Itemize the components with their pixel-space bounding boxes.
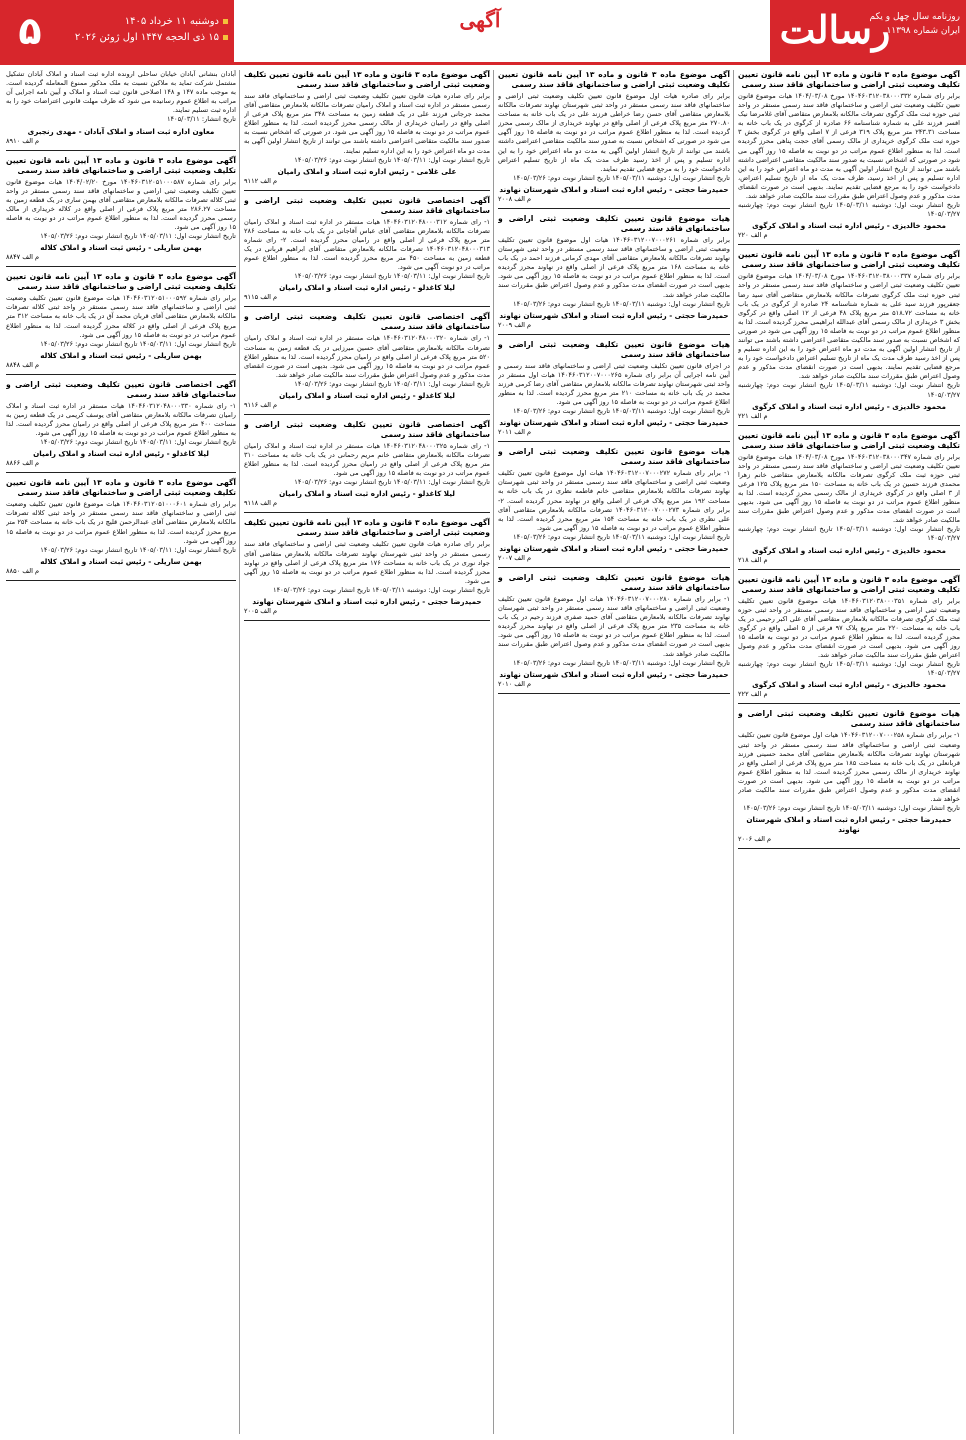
notice-code: م الف ۲۰۰۶ — [738, 835, 772, 844]
notice — [244, 196, 490, 308]
notice-code: م الف ۸۸۴۸ — [6, 360, 40, 369]
notice — [6, 380, 236, 473]
notice — [6, 156, 236, 268]
notice-body: آبادان بنشانی آبادان خیابان ساحلی ارونده اداره ثبت اسناد و املاک آبادان تشکیل مشتمل شرکت تماید به ملاکین نسبت به ملک مذکور ممنوع المعامله گردیده است. به موجب ماده ۱۴۷ و ۱۴۸ اصلاحی قانون ثبت اسناد و املاک و آیین نامه اجرایی آن مراتب به اطلاع عموم رسانیده می شود که ظرف مهلت قانونی اعتراضات خود را به اداره ثبت تسلیم نمایند. — [6, 70, 236, 115]
notice — [244, 518, 490, 621]
notice-dates: تاریخ انتشار: ۱۴۰۵/۰۳/۱۱ — [166, 115, 236, 124]
notice — [6, 478, 236, 581]
notice-signature: حمیدرضا حجتی - رئیس اداره ثبت اسناد و املاک شهرستان نهاوند — [499, 544, 729, 553]
notice-body: برابر رای شماره ۱۴۰۴۶۰۳۱۲۰۳۸۰۰۰۳۴۷ مورخ ۱۴۰۴/۰۳/۰۸ هیات موضوع قانون تعیین تکلیف وضعیت ثبتی اراضی و ساختمانهای فاقد سند رسمی مستقر در واحد ثبتی حوزه ثبت ملک کرگوی تصرفات مالکانه بلامعارض متقاضی خانم زهرا محمدی فرزند حسین در یک باب خانه به مساحت ۱۵۰ متر مربع پلاک ۱۲۵ فرعی از ۳ اصلی واقع در کرگوی خریداری از مالک رسمی محرز گردیده است. لذا به منظور اطلاع عموم مراتب در دو نوبت به فاصله ۱۵ روز آگهی می شود. بدیهی است در صورت انقضای مدت مذکور و عدم وصول اعتراض طبق مقررات سند مالکیت صادر خواهد شد. — [738, 452, 960, 525]
notice-dates: تاریخ انتشار نوبت اول: دوشنبه ۱۴۰۵/۰۳/۱۱ تاریخ انتشار نوبت دوم: چهارشنبه ۱۴۰۵/۰۳/۲۷ — [738, 201, 960, 219]
bullet-icon — [223, 19, 228, 24]
notice-signature: محمود خالدیزی - رئیس اداره ثبت اسناد و املاک کرگوی — [752, 545, 946, 555]
notice-code: م الف ۲۲۱ — [738, 411, 768, 420]
notice-code: م الف ۹۱۱۶ — [244, 400, 278, 409]
notice-dates: تاریخ انتشار نوبت اول: دوشنبه ۱۴۰۵/۰۳/۱۱ تاریخ انتشار نوبت دوم: ۱۴۰۵/۰۳/۲۶ — [513, 299, 730, 308]
notice-signature: لیلا کاغذلو - رئیس اداره ثبت اسناد و املاک رامیان — [279, 390, 455, 400]
notice — [498, 573, 730, 694]
notice-body: ۱- برابر رای شماره ۱۴۰۴۶۰۳۱۲۰۰۷۰۰۰۲۸۰ هیات اول موضوع قانون تعیین تکلیف وضعیت ثبتی اراضی و ساختمانهای فاقد سند رسمی مستقر در واحد ثبتی شهرستان نهاوند تصرفات مالکانه بلامعارض متقاضی آقای حمید صفری فرزند رحیم در یک باب خانه به مساحت ۲۳۵ متر مربع پلاک فرعی از اصلی واقع در نهاوند محرز گردیده است. لذا به منظور اطلاع عموم مراتب در دو نوبت به فاصله ۱۵ روز آگهی می شود. بدیهی است در صورت انقضای مدت مذکور و عدم وصول اعتراض طبق مقررات سند مالکیت صادر خواهد شد. — [498, 595, 730, 658]
notice-body: برابر رای شماره ۱۴۰۴۶۰۳۱۲۰۰۷۰۰۰۲۶۱ هیات اول موضوع قانون تعیین تکلیف وضعیت ثبتی اراضی و ساختمانهای فاقد سند رسمی مستقر در واحد ثبتی شهرستان نهاوند تصرفات مالکانه بلامعارض متقاضی آقای مهدی کرمانی فرزند احمد در یک باب خانه به مساحت ۱۶۸ متر مربع پلاک فرعی از اصلی واقع در نهاوند محرز گردیده است. لذا به منظور اطلاع عموم مراتب در دو نوبت به فاصله ۱۵ روز آگهی می شود. بدیهی است در صورت انقضای مدت مذکور و عدم وصول اعتراض طبق مقررات سند مالکیت صادر خواهد شد. — [498, 235, 730, 299]
notice-dates: تاریخ انتشار نوبت اول: ۱۴۰۵/۰۳/۱۱ تاریخ انتشار نوبت دوم: ۱۴۰۵/۰۳/۲۶ — [40, 339, 236, 348]
notice-signature: محمود خالدیزی - رئیس اداره ثبت اسناد و املاک کرگوی — [752, 680, 946, 690]
notice-body: ۱- برابر رای شماره ۱۴۰۴۶۰۳۱۲۰۰۷۰۰۰۲۵۸ هیات اول موضوع قانون تعیین تکلیف وضعیت ثبتی اراضی و ساختمانهای فاقد سند رسمی مستقر در واحد ثبتی شهرستان نهاوند تصرفات مالکانه بلامعارض متقاضی آقای محمد حسینی فرزند قربانعلی در یک باب خانه به مساحت ۱۸۵ متر مربع پلاک فرعی از اصلی واقع در نهاوند خریداری از مالک رسمی محرز گردیده است. لذا به منظور اطلاع عموم مراتب در دو نوبت به فاصله ۱۵ روز آگهی می شود. بدیهی است در صورت انقضای مدت مذکور و عدم وصول اعتراض طبق مقررات سند مالکیت صادر خواهد شد. — [738, 731, 960, 804]
notice-title: آگهی موضوع ماده ۳ قانون و ماده ۱۳ آیین نامه قانون تعیین تکلیف وضعیت ثبتی اراضی و ساختمانهای فاقد سند رسمی — [6, 272, 236, 292]
notice — [738, 70, 960, 245]
notice-title: هیات موضوع قانون تعیین تکلیف وضعیت ثبتی اراضی و ساختمانهای فاقد سند رسمی — [498, 213, 730, 233]
notice-title: آگهی موضوع ماده ۳ قانون و ماده ۱۳ آیین نامه قانون تعیین تکلیف وضعیت ثبتی اراضی و ساختمانهای فاقد سند رسمی — [738, 574, 960, 594]
newspaper-logo: رسالت — [779, 7, 891, 52]
notice-title: هیات موضوع قانون تعیین تکلیف وضعیت ثبتی اراضی و ساختمانهای فاقد سند رسمی — [498, 339, 730, 359]
notice-dates: تاریخ انتشار نوبت اول: ۱۴۰۵/۰۳/۱۱ تاریخ انتشار نوبت دوم: ۱۴۰۵/۰۳/۲۶ — [40, 438, 236, 447]
notice-dates: تاریخ انتشار نوبت اول: دوشنبه ۱۴۰۵/۰۳/۱۱ تاریخ انتشار نوبت دوم: ۱۴۰۵/۰۳/۲۶ — [513, 407, 730, 416]
notice — [498, 340, 730, 443]
column-3 — [244, 70, 490, 1434]
notice — [6, 70, 236, 151]
notice-body: ۱- رای شماره ۱۴۰۴۶۰۳۱۲۰۴۸۰۰۰۳۲۰ هیات مستقر در اداره ثبت اسناد و املاک رامیان تصرفات مالکانه بلامعارض متقاضی آقای حسین میرزایی در یک قطعه زمین به مساحت ۵۲۰ متر مربع پلاک فرعی از اصلی واقع در رامیان محرز گردیده است. لذا به منظور اطلاع عموم مراتب در دو نوبت به فاصله ۱۵ روز آگهی می شود. بدیهی است در صورت انقضای مدت مذکور و عدم وصول اعتراض طبق مقررات سند مالکیت صادر خواهد شد. — [244, 334, 490, 379]
notice-code: م الف ۲۰۰۸ — [498, 194, 532, 203]
notice-code: م الف ۲۲۲ — [738, 690, 768, 699]
notice-signature: حمیدرضا حجتی - رئیس اداره ثبت اسناد و املاک شهرستان نهاوند — [499, 669, 729, 679]
notice-signature: لیلا کاغذلو - رئیس اداره ثبت اسناد و املاک رامیان — [279, 283, 455, 293]
notice — [498, 447, 730, 568]
masthead — [0, 0, 966, 62]
notice-body: برابر رای صادره هیات قانون تعیین تکلیف وضعیت ثبتی اراضی و ساختمانهای فاقد سند رسمی مستقر در اداره ثبت اسناد و املاک رامیان تصرفات مالکانه بلامعارض متقاضی آقای محمد جرجانی فرزند علی در یک قطعه زمین به مساحت ۳۴۸ متر مربع پلاک فرعی از اصلی واقع در رامیان خریداری از مالک رسمی محرز گردیده است. لذا به منظور اطلاع عموم مراتب در دو نوبت به فاصله ۱۵ روز آگهی می شود. در صورتی که اشخاص نسبت به صدور سند مالکیت متقاضی اعتراضی داشته باشند می توانند از تاریخ انتشار اولین آگهی به مدت دو ماه اعتراض خود را به این اداره تسلیم نمایند. — [244, 92, 490, 155]
notice-body: برابر رای شماره ۱۴۰۴۶۰۳۱۲۰۳۸۰۰۰۳۳۲ مورخ ۱۴۰۴/۰۳/۰۸ هیات موضوع قانون تعیین تکلیف وضعیت ثبتی اراضی و ساختمانهای فاقد سند رسمی مستقر در واحد ثبتی حوزه ثبت ملک کرگوی تصرفات مالکانه بلامعارض متقاضی آقای غلامرضا نیک افسر فرزند علی به شماره شناسنامه ۶۶ صادره از کرگوی در یک باب خانه به مساحت ۲۴۳.۳۱ متر مربع پلاک ۳۱۹ فرعی از ۷ اصلی واقع در کرگوی بخش ۳ حوزه ثبت ملک کرگوی خریداری از مالک رسمی آقای حجت پناهی محرز گردیده است. لذا به منظور اطلاع عموم مراتب در دو نوبت به فاصله ۱۵ روز آگهی می شود در صورتی که اشخاص نسبت به صدور سند مالکیت متقاضی اعتراضی داشته باشند می توانند از تاریخ انتشار اولین آگهی به مدت دو ماه اعتراض خود را به این اداره تسلیم و پس از اخذ رسید، ظرف مدت یک ماه از تاریخ تسلیم اعتراض، دادخواست خود را به مرجع قضایی تقدیم نمایند. بدیهی است در صورت انقضای مدت مذکور و عدم وصول اعتراض طبق مقررات سند مالکیت صادر خواهد شد. — [738, 92, 960, 201]
notice-dates: تاریخ انتشار نوبت اول: ۱۴۰۵/۰۳/۱۱ تاریخ انتشار نوبت دوم: ۱۴۰۵/۰۳/۲۶ — [294, 379, 490, 388]
notice-body: ۱- رای شماره ۱۴۰۴۶۰۳۱۲۰۴۸۰۰۰۳۲۵ هیات مستقر در اداره ثبت اسناد و املاک رامیان تصرفات مالکانه بلامعارض متقاضی خانم مریم رحمانی در یک باب خانه به مساحت ۳۱۰ متر مربع پلاک فرعی از اصلی واقع در رامیان محرز گردیده است. لذا به منظور اطلاع عموم مراتب در دو نوبت به فاصله ۱۵ روز آگهی می شود. — [244, 441, 490, 478]
notice-title: هیات موضوع قانون تعیین تکلیف وضعیت ثبتی اراضی و ساختمانهای فاقد سند رسمی — [498, 573, 730, 592]
notice-code: م الف ۲۰۰۷ — [498, 554, 532, 562]
notice-title: آگهی موضوع ماده ۳ قانون و ماده ۱۳ آیین نامه قانون تعیین تکلیف وضعیت ثبتی اراضی و ساختمانهای فاقد سند رسمی — [6, 478, 236, 498]
notice-code: م الف ۲۰۱۰ — [498, 679, 532, 688]
column-divider — [493, 70, 494, 1434]
date-solar: دوشنبه ۱۱ خرداد ۱۴۰۵ — [124, 16, 219, 27]
notice-body: برابر رای شماره ۱۴۰۴۶۰۳۱۲۰۳۸۰۰۰۳۳۷ مورخ ۱۴۰۴/۰۳/۰۸ هیات موضوع قانون تعیین تکلیف وضعیت ثبتی اراضی و ساختمانهای فاقد سند رسمی مستقر در واحد ثبتی حوزه ثبت ملک کرگوی تصرفات مالکانه بلامعارض متقاضی آقای سید رضا جعفرپور فرزند سید علی به شماره شناسنامه ۲۴ صادره از کرگوی در یک باب خانه به مساحت ۵۱۸.۷۲ متر مربع پلاک ۴۸ فرعی از ۱۲ اصلی واقع در کرگوی بخش ۳ خریداری از مالک رسمی آقای عبدالله ابراهیمی محرز گردیده است. لذا به منظور اطلاع عموم مراتب در دو نوبت به فاصله ۱۵ روز آگهی می شود در صورتی که اشخاص نسبت به صدور سند مالکیت متقاضی اعتراضی داشته باشند می توانند از تاریخ انتشار اولین آگهی به مدت دو ماه اعتراض خود را به این اداره تسلیم و پس از اخذ رسید ظرف مدت یک ماه از تاریخ تسلیم اعتراض دادخواست خود را به مرجع قضایی تقدیم نمایند. بدیهی است در صورت انقضای مدت مذکور و عدم وصول اعتراض طبق مقررات سند مالکیت صادر خواهد شد. — [738, 272, 960, 381]
notice-title: آگهی اختصاصی قانون تعیین تکلیف وضعیت ثبتی اراضی و ساختمانهای فاقد سند رسمی — [6, 379, 236, 399]
notice-body: ۱- رای شماره ۱۴۰۴۶۰۳۱۲۰۴۸۰۰۰۳۳۰ هیات مستقر در اداره ثبت اسناد و املاک رامیان تصرفات مالکانه بلامعارض متقاضی آقای یوسف کریمی در یک قطعه زمین به مساحت ۴۰۰ متر مربع پلاک فرعی از اصلی واقع در رامیان محرز گردیده است. لذا به منظور اطلاع عموم مراتب در دو نوبت به فاصله ۱۵ روز آگهی می شود. — [6, 401, 236, 438]
column-divider — [733, 70, 734, 1434]
notice-body: برابر رای صادره هیات اول موضوع قانون تعیین تکلیف وضعیت ثبتی اراضی و ساختمانهای فاقد سند رسمی مستقر در واحد ثبتی شهرستان نهاوند تصرفات مالکانه بلامعارض متقاضی آقای حسن رضا خراطی فرزند علی در یک باب خانه به مساحت ۲۷۰.۸۰ متر مربع پلاک فرعی از اصلی واقع در نهاوند خریداری از مالک رسمی محرز گردیده است. لذا به منظور اطلاع عموم مراتب در دو نوبت به فاصله ۱۵ روز آگهی می شود در صورتی که اشخاص نسبت به صدور سند مالکیت متقاضی اعتراضی داشته باشند می توانند از تاریخ انتشار اولین آگهی به مدت دو ماه اعتراض خود را به این اداره تسلیم و پس از اخذ رسید ظرف مدت یک ماه از تاریخ تسلیم اعتراض دادخواست خود را به مرجع قضایی تقدیم نمایند. — [498, 92, 730, 173]
notice — [738, 709, 960, 849]
notice-title: هیات موضوع قانون تعیین تکلیف وضعیت ثبتی اراضی و ساختمانهای فاقد سند رسمی — [498, 447, 730, 467]
notice-signature: بهمن ساریلی - رئیس ثبت اسناد و املاک کلاله — [40, 243, 202, 253]
notice-body: برابر رای صادره هیات قانون تعیین تکلیف وضعیت ثبتی اراضی و ساختمانهای فاقد سند رسمی مستقر در واحد ثبتی شهرستان نهاوند تصرفات مالکانه بلامعارض متقاضی آقای جواد نوری در یک باب خانه به مساحت ۱۷۶ متر مربع پلاک فرعی از اصلی واقع در نهاوند محرز گردیده است. لذا به منظور اطلاع عموم مراتب در دو نوبت به فاصله ۱۵ روز آگهی می شود. — [244, 540, 490, 585]
notice-title: آگهی موضوع ماده ۳ قانون و ماده ۱۳ آیین نامه قانون تعیین تکلیف وضعیت ثبتی اراضی و ساختمانهای فاقد سند رسمی — [738, 250, 960, 270]
issue-number: ایران شماره ۱۱۳۹۸ — [886, 26, 960, 36]
notice — [244, 420, 490, 513]
notice-dates: تاریخ انتشار نوبت اول: ۱۴۰۵/۰۳/۱۱ تاریخ انتشار نوبت دوم: ۱۴۰۵/۰۳/۲۶ — [40, 232, 236, 241]
date-line-2 — [58, 30, 228, 46]
notice-signature: لیلا کاغذلو - رئیس اداره ثبت اسناد و املاک رامیان — [279, 489, 455, 499]
column-2 — [498, 70, 730, 1434]
notice-title: آگهی موضوع ماده ۳ قانون و ماده ۱۳ آیین نامه قانون تعیین تکلیف وضعیت ثبتی اراضی و ساختمانهای فاقد سند رسمی — [498, 70, 730, 89]
notice-signature: معاون اداره ثبت اسناد و املاک آبادان - مهدی رنجبری — [27, 126, 215, 136]
notice-signature: محمود خالدیزی - رئیس اداره ثبت اسناد و املاک کرگوی — [752, 401, 946, 411]
notice-title: آگهی اختصاصی قانون تعیین تکلیف وضعیت ثبتی اراضی و ساختمانهای فاقد سند رسمی — [244, 195, 490, 215]
notice-dates: تاریخ انتشار نوبت اول: ۱۴۰۵/۰۳/۱۱ تاریخ انتشار نوبت دوم: ۱۴۰۵/۰۳/۲۶ — [40, 545, 236, 554]
notice-signature: حمیدرضا حجتی - رئیس اداره ثبت اسناد و املاک شهرستان نهاوند — [499, 184, 729, 194]
logo-subtitle — [869, 10, 960, 38]
notice-dates: تاریخ انتشار نوبت اول: دوشنبه ۱۴۰۵/۰۳/۱۱ تاریخ انتشار نوبت دوم: ۱۴۰۵/۰۳/۲۶ — [743, 804, 960, 813]
notice-code: م الف ۹۱۱۸ — [244, 499, 278, 508]
notice-dates: تاریخ انتشار نوبت اول: ۱۴۰۵/۰۳/۱۱ تاریخ انتشار نوبت دوم: ۱۴۰۵/۰۳/۲۶ — [294, 272, 490, 281]
notice-code: م الف ۸۸۵۰ — [6, 566, 40, 575]
notice-signature: بهمن ساریلی - رئیس ثبت اسناد و املاک کلاله — [40, 350, 202, 360]
notice-columns — [6, 70, 960, 1434]
column-1 — [738, 70, 960, 1434]
notice-code: م الف ۲۱۸ — [738, 555, 768, 564]
notice-code: م الف ۹۱۱۲ — [244, 176, 278, 185]
notice-code: م الف ۲۰۱۱ — [498, 428, 532, 437]
issue-year: روزنامه سال چهل و یکم — [869, 12, 960, 22]
notice-dates: تاریخ انتشار نوبت اول: دوشنبه ۱۴۰۵/۰۳/۱۱ تاریخ انتشار نوبت دوم: ۱۴۰۵/۰۳/۲۶ — [513, 532, 730, 541]
notice-dates: تاریخ انتشار نوبت اول: ۱۴۰۵/۰۳/۱۱ تاریخ انتشار نوبت دوم: ۱۴۰۵/۰۳/۲۶ — [294, 478, 490, 487]
notice-dates: تاریخ انتشار نوبت اول: دوشنبه ۱۴۰۵/۰۳/۱۱ تاریخ انتشار نوبت دوم: ۱۴۰۵/۰۳/۲۶ — [513, 173, 730, 182]
notice-title: آگهی موضوع ماده ۳ قانون و ماده ۱۳ آیین نامه قانون تعیین تکلیف وضعیت ثبتی اراضی و ساختمانهای فاقد سند رسمی — [244, 70, 490, 89]
notice-title: آگهی موضوع ماده ۳ قانون و ماده ۱۳ آیین نامه قانون تعیین تکلیف وضعیت ثبتی اراضی و ساختمانهای فاقد سند رسمی — [244, 518, 490, 538]
notice-body: برابر رای شماره ۱۴۰۴۶۰۳۱۲۰۵۱۰۰۰۵۹۲ هیات موضوع قانون تعیین تکلیف وضعیت ثبتی اراضی و ساختمانهای فاقد سند رسمی مستقر در واحد ثبتی کلاله تصرفات مالکانه بلامعارض متقاضی آقای قربان محمد آق در یک باب خانه به مساحت ۳۱۲ متر مربع پلاک فرعی از اصلی واقع در کلاله محرز گردیده است. لذا به منظور اطلاع عموم مراتب در دو نوبت به فاصله ۱۵ روز آگهی می شود. — [6, 294, 236, 339]
bullet-icon — [223, 35, 228, 40]
logo-box — [770, 0, 966, 62]
notice-signature: محمود خالدیزی - رئیس اداره ثبت اسناد و املاک کرگوی — [752, 221, 946, 231]
notice-body: برابر رای شماره ۱۴۰۴۶۰۳۱۲۰۵۱۰۰۰۵۸۷ مورخ ۱۴۰۴/۰۲/۲۰ هیات موضوع قانون تعیین تکلیف وضعیت ثبتی اراضی و ساختمانهای فاقد سند رسمی مستقر در واحد ثبتی کلاله تصرفات مالکانه بلامعارض متقاضی آقای بهمن ساری در یک قطعه زمین به مساحت ۲۸۶.۲۷ متر مربع پلاک فرعی از اصلی واقع در کلاله خریداری از مالک رسمی محرز گردیده است. لذا به منظور اطلاع عموم مراتب در دو نوبت به فاصله ۱۵ روز آگهی می شود. — [6, 177, 236, 232]
notice-title: آگهی موضوع ماده ۳ قانون و ماده ۱۳ آیین نامه قانون تعیین تکلیف وضعیت ثبتی اراضی و ساختمانهای فاقد سند رسمی — [738, 430, 960, 450]
header-rule — [0, 62, 966, 65]
notice-title: آگهی اختصاصی قانون تعیین تکلیف وضعیت ثبتی اراضی و ساختمانهای فاقد سند رسمی — [244, 419, 490, 439]
notice-code: م الف ۹۱۱۵ — [244, 293, 278, 302]
notice-body: ۱- رای شماره ۱۴۰۴۶۰۳۱۲۰۴۸۰۰۰۳۱۲ هیات مستقر در اداره ثبت اسناد و املاک رامیان تصرفات مالکانه بلامعارض متقاضی آقای عباس آقاجانی در یک باب خانه به مساحت ۲۸۶ متر مربع پلاک فرعی از اصلی واقع در رامیان محرز گردیده است. ۲- رای شماره ۱۴۰۴۶۰۳۱۲۰۴۸۰۰۰۳۱۳ تصرفات مالکانه بلامعارض متقاضی آقای ابراهیم قربانی در یک قطعه زمین به مساحت ۴۵۰ متر مربع محرز گردیده است. لذا به منظور اطلاع عموم مراتب در دو نوبت آگهی می شود. — [244, 217, 490, 272]
notice-code: م الف ۸۹۱۰ — [6, 136, 40, 145]
notice-dates: تاریخ انتشار نوبت اول: دوشنبه ۱۴۰۵/۰۳/۱۱ تاریخ انتشار نوبت دوم: چهارشنبه ۱۴۰۵/۰۳/۲۷ — [738, 525, 960, 543]
notice — [6, 272, 236, 375]
notice-code: م الف ۸۸۴۷ — [6, 253, 40, 262]
page-number: ۵ — [18, 9, 42, 53]
notice-signature: حمیدرضا حجتی - رئیس اداره ثبت اسناد و املاک شهرستان نهاوند — [499, 310, 729, 320]
notice — [738, 575, 960, 705]
notice-signature: حمیدرضا حجتی - رئیس اداره ثبت اسناد و املاک شهرستان نهاوند — [499, 418, 729, 428]
column-divider — [239, 70, 240, 1434]
notice-signature: علی غلامی - رئیس اداره ثبت اسناد و املاک رامیان — [277, 166, 457, 176]
notice-code: م الف ۲۲۰ — [738, 231, 768, 240]
notice-body: ۱- برابر رای شماره ۱۴۰۴۶۰۳۱۲۰۰۷۰۰۰۲۷۲ هیات اول موضوع قانون تعیین تکلیف وضعیت ثبتی اراضی و ساختمانهای فاقد سند رسمی مستقر در واحد ثبتی شهرستان نهاوند تصرفات مالکانه بلامعارض متقاضی خانم فاطمه نظری در یک باب خانه به مساحت ۱۹۲ متر مربع پلاک فرعی از اصلی واقع در نهاوند محرز گردیده است. ۲- برابر رای شماره ۱۴۰۴۶۰۳۱۲۰۰۷۰۰۰۲۷۳ تصرفات مالکانه بلامعارض متقاضی آقای علی نظری در یک باب خانه به مساحت ۱۵۴ متر مربع محرز گردیده است. لذا به منظور اطلاع عموم مراتب در دو نوبت به فاصله ۱۵ روز آگهی می شود. — [498, 469, 730, 532]
notice-signature: لیلا کاغذلو - رئیس اداره ثبت اسناد و املاک رامیان — [33, 449, 209, 459]
section-title: آگهی — [459, 8, 501, 32]
notice-title: آگهی اختصاصی قانون تعیین تکلیف وضعیت ثبتی اراضی و ساختمانهای فاقد سند رسمی — [244, 312, 490, 332]
notice-body: در اجرای قانون تعیین تکلیف وضعیت ثبتی اراضی و ساختمانهای فاقد سند رسمی و آیین نامه اجرایی آن برابر رای شماره ۱۴۰۴۶۰۳۱۲۰۰۷۰۰۰۲۶۵ هیات اول مستقر در واحد ثبتی شهرستان نهاوند تصرفات مالکانه بلامعارض متقاضی آقای رضا کرمی فرزند محمد در یک باب خانه به مساحت ۲۱۰ متر مربع محرز گردیده است. لذا به منظور اطلاع عموم مراتب در دو نوبت به فاصله ۱۵ روز آگهی می شود. — [498, 361, 730, 407]
notice-body: برابر رای شماره ۱۴۰۴۶۰۳۱۲۰۵۱۰۰۰۶۰۱ هیات موضوع قانون تعیین تکلیف وضعیت ثبتی اراضی و ساختمانهای فاقد سند رسمی مستقر در واحد ثبتی کلاله تصرفات مالکانه بلامعارض متقاضی آقای عبدالرحمن قلیچ در یک باب خانه به مساحت ۲۵۴ متر مربع محرز گردیده است. لذا به منظور اطلاع عموم مراتب در دو نوبت به فاصله ۱۵ روز آگهی می شود. — [6, 500, 236, 545]
notice-dates: تاریخ انتشار نوبت اول: دوشنبه ۱۴۰۵/۰۳/۱۱ تاریخ انتشار نوبت دوم: ۱۴۰۵/۰۳/۲۶ — [273, 585, 490, 594]
notice — [244, 312, 490, 415]
notice-title: آگهی موضوع ماده ۳ قانون و ماده ۱۳ آیین نامه قانون تعیین تکلیف وضعیت ثبتی اراضی و ساختمانهای فاقد سند رسمی — [6, 155, 236, 175]
notice-code: م الف ۸۸۶۶ — [6, 459, 40, 468]
notice-body: برابر رای شماره ۱۴۰۴۶۰۳۱۲۰۳۸۰۰۰۳۵۱ هیات موضوع قانون تعیین تکلیف وضعیت ثبتی اراضی و ساختمانهای فاقد سند رسمی مستقر در واحد ثبتی حوزه ثبت ملک کرگوی تصرفات مالکانه بلامعارض متقاضی آقای علی اکبر رحیمی در یک باب خانه به مساحت ۲۲۰ متر مربع پلاک ۹۷ فرعی از ۵ اصلی واقع در کرگوی محرز گردیده است. لذا به منظور اطلاع عموم مراتب در دو نوبت به فاصله ۱۵ روز آگهی می شود. بدیهی است در صورت انقضای مدت مذکور و عدم وصول اعتراض طبق مقررات سند مالکیت صادر خواهد شد. — [738, 596, 960, 660]
notice-code: م الف ۲۰۰۵ — [244, 607, 278, 615]
date-box — [0, 0, 234, 62]
notice-dates: تاریخ انتشار نوبت اول: دوشنبه ۱۴۰۵/۰۳/۱۱ تاریخ انتشار نوبت دوم: چهارشنبه ۱۴۰۵/۰۳/۲۷ — [738, 660, 960, 678]
notice — [498, 214, 730, 335]
column-4 — [6, 70, 236, 1434]
notice — [738, 250, 960, 425]
notice-dates: تاریخ انتشار نوبت اول: ۱۴۰۵/۰۳/۱۱ تاریخ انتشار نوبت دوم: ۱۴۰۵/۰۳/۲۶ — [294, 155, 490, 164]
date-line-1 — [58, 14, 228, 30]
notice-signature: بهمن ساریلی - رئیس ثبت اسناد و املاک کلاله — [40, 556, 202, 566]
notice-signature: حمیدرضا حجتی - رئیس اداره ثبت اسناد و املاک شهرستان نهاوند — [746, 815, 952, 835]
issue-dates — [58, 14, 228, 46]
date-lunar-gregorian: ۱۵ ذی الحجه ۱۴۴۷ اول ژوئن ۲۰۲۶ — [74, 32, 219, 43]
notice-title: آگهی موضوع ماده ۳ قانون و ماده ۱۳ آیین نامه قانون تعیین تکلیف وضعیت ثبتی اراضی و ساختمانهای فاقد سند رسمی — [738, 70, 960, 89]
notice — [738, 431, 960, 570]
notice-title: هیات موضوع قانون تعیین تکلیف وضعیت ثبتی اراضی و ساختمانهای فاقد سند رسمی — [738, 709, 960, 729]
notice-dates: تاریخ انتشار نوبت اول: دوشنبه ۱۴۰۵/۰۳/۱۱ تاریخ انتشار نوبت دوم: چهارشنبه ۱۴۰۵/۰۳/۲۷ — [738, 381, 960, 399]
notice-signature: حمیدرضا حجتی - رئیس اداره ثبت اسناد و املاک شهرستان نهاوند — [252, 597, 482, 606]
notice — [498, 70, 730, 209]
notice — [244, 70, 490, 191]
notice-code: م الف ۲۰۰۹ — [498, 320, 532, 329]
notice-dates: تاریخ انتشار نوبت اول: دوشنبه ۱۴۰۵/۰۳/۱۱ تاریخ انتشار نوبت دوم: ۱۴۰۵/۰۳/۲۶ — [513, 658, 730, 667]
